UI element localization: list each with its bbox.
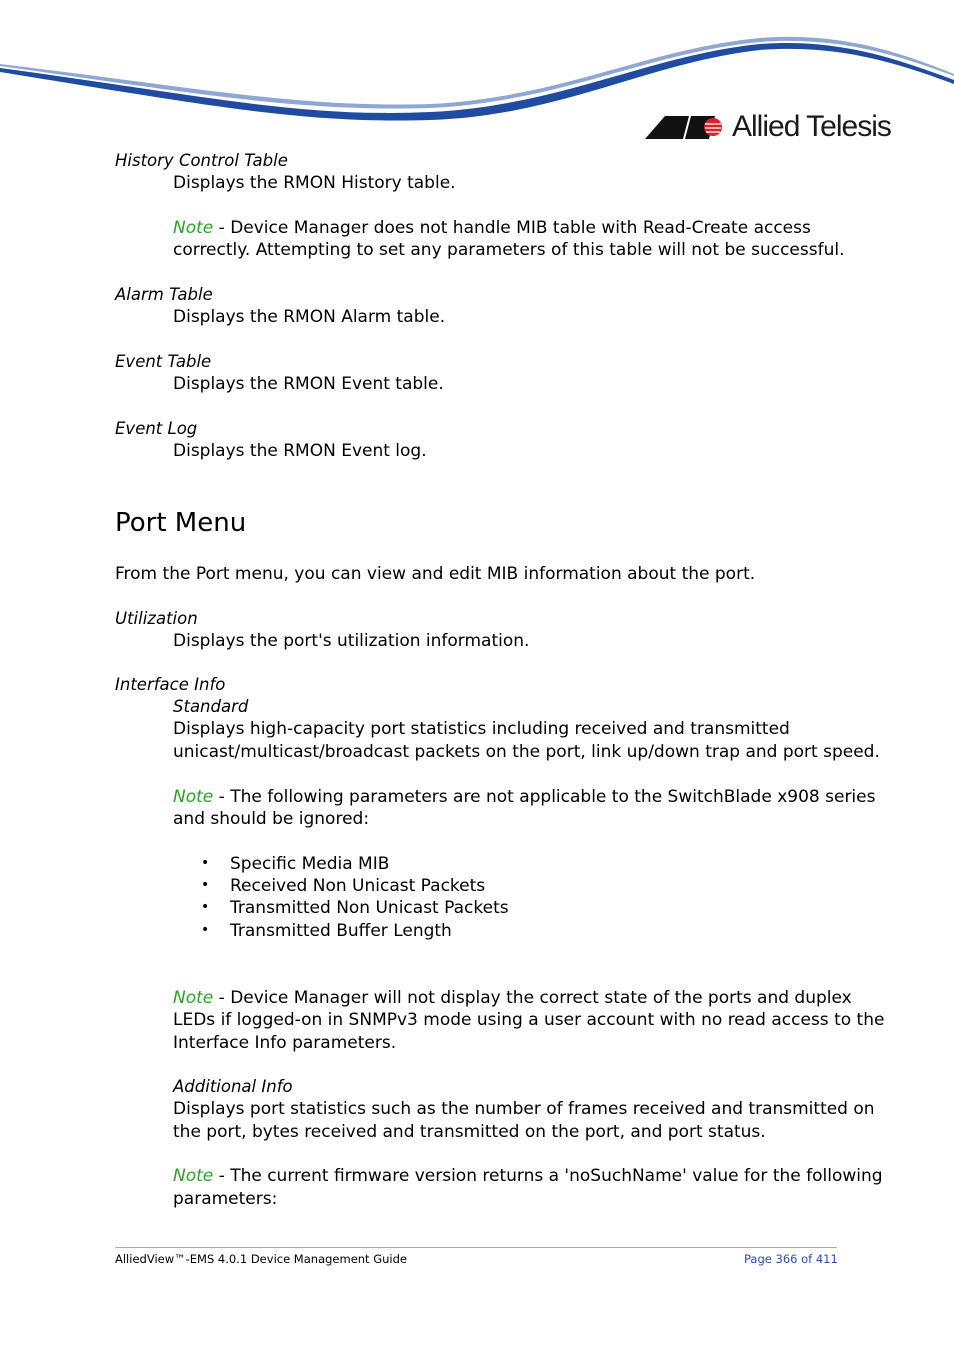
note-text: - Device Manager does not handle MIB table with Read-Create access [213,218,811,238]
section-intro: From the Port menu, you can view and edit MIB information about the port. [115,564,756,584]
note-firmware [173,1166,883,1186]
desc-standard-1: Displays high-capacity port statistics including received and transmitted [173,719,790,739]
note-label: Note [173,787,214,807]
desc-history-control-table: Displays the RMON History table. [173,173,456,193]
desc-event-log: Displays the RMON Event log. [173,441,427,461]
term-alarm-table: Alarm Table [115,285,213,304]
section-heading: Port Menu [115,508,247,538]
desc-standard-2: unicast/multicast/broadcast packets on the port, link up/down trap and port speed. [173,742,880,762]
term-event-table: Event Table [115,352,212,371]
bullet-dot: • [201,899,210,915]
logo-text: Allied Telesis [732,110,891,143]
note-text: - The current firmware version returns a 'noSuchName' value for the following [213,1166,883,1186]
term-utilization: Utilization [115,609,198,628]
note-label: Note [173,218,214,238]
note-switchblade-cont: and should be ignored: [173,809,370,829]
note-text: - The following parameters are not applicable to the SwitchBlade x908 series [213,787,876,807]
list-item: Transmitted Non Unicast Packets [230,898,509,918]
desc-event-table: Displays the RMON Event table. [173,374,444,394]
term-event-log: Event Log [115,419,198,438]
note-firmware-cont: parameters: [173,1189,278,1209]
list-item: Transmitted Buffer Length [230,921,452,941]
desc-utilization: Displays the port's utilization information. [173,631,530,651]
list-item: Specific Media MIB [230,854,390,874]
bullet-dot: • [201,855,210,871]
note-switchblade [173,787,875,807]
term-additional-info: Additional Info [173,1077,293,1096]
note-snmpv3-cont-2: Interface Info parameters. [173,1033,397,1053]
bullet-dot: • [201,877,210,893]
note-label: Note [173,988,214,1008]
list-item: Received Non Unicast Packets [230,876,486,896]
note-snmpv3 [173,988,852,1008]
note-history [173,218,811,238]
term-standard: Standard [173,697,249,716]
note-text: - Device Manager will not display the correct state of the ports and duplex [213,988,852,1008]
note-label: Note [173,1166,214,1186]
bullet-dot: • [201,922,210,938]
footer-title: AlliedView™-EMS 4.0.1 Device Management Guide [115,1252,407,1266]
footer-page-number: Page 366 of 411 [744,1252,838,1266]
term-history-control-table: History Control Table [115,151,288,170]
desc-additional-2: the port, bytes received and transmitted on the port, and port status. [173,1122,766,1142]
term-interface-info: Interface Info [115,675,226,694]
footer-rule [115,1247,837,1248]
note-history-cont: correctly. Attempting to set any parameters of this table will not be successful. [173,240,845,260]
desc-additional-1: Displays port statistics such as the number of frames received and transmitted on [173,1099,875,1119]
desc-alarm-table: Displays the RMON Alarm table. [173,307,446,327]
note-snmpv3-cont-1: LEDs if logged-on in SNMPv3 mode using a user account with no read access to the [173,1010,885,1030]
